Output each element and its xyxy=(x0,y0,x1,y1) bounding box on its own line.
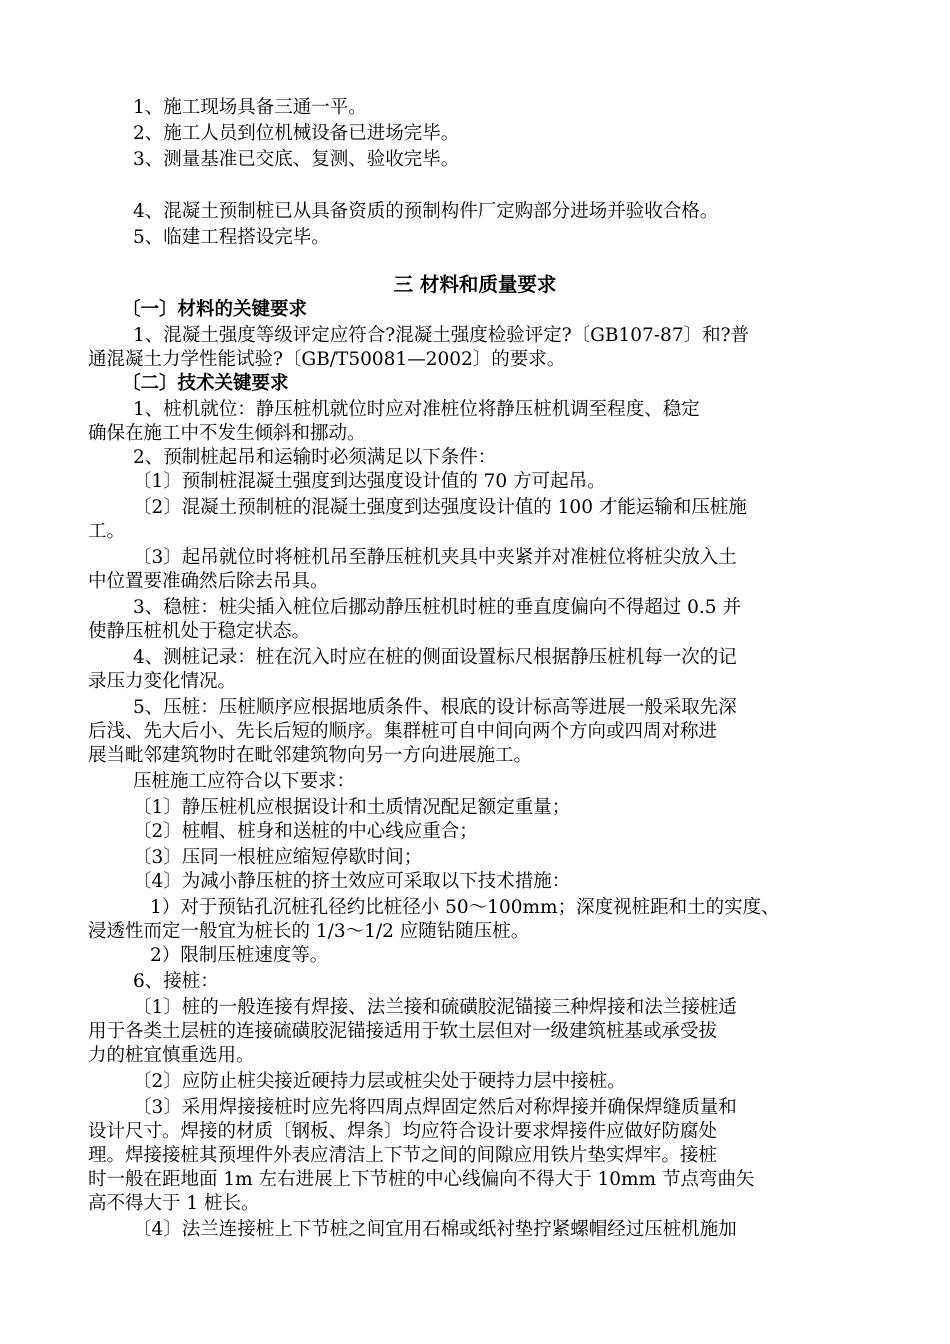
tech-text-line: 4、测桩记录：桩在沉入时应在桩的侧面设置标尺根据静压桩机每一次的记 xyxy=(133,647,737,668)
subsection-title-technical: 〔二〕技术关键要求 xyxy=(122,373,289,394)
tech-text-line: 后浅、先大后小、先长后短的顺序。集群桩可自中间向两个方向或四周对称进 xyxy=(88,721,718,742)
prep-item-3: 3、测量基准已交底、复测、验收完毕。 xyxy=(133,149,460,170)
tech-text-line: 〔1〕桩的一般连接有焊接、法兰接和硫磺胶泥锚接三种焊接和法兰接桩适 xyxy=(133,997,737,1018)
tech-text-line: 2、预制桩起吊和运输时必须满足以下条件： xyxy=(133,447,497,468)
tech-text-line: 浸透性而定一般宜为桩长的 1/3～1/2 应随钻随压桩。 xyxy=(88,921,530,942)
tech-text-line: 〔2〕应防止桩尖接近硬持力层或桩尖处于硬持力层中接桩。 xyxy=(133,1071,626,1092)
tech-text-line: 1）对于预钻孔沉桩孔径约比桩径小 50～100mm；深度视桩距和土的实度、 xyxy=(150,897,780,918)
section-title: 三 材料和质量要求 xyxy=(393,273,557,296)
prep-item-5: 5、临建工程搭设完毕。 xyxy=(133,227,330,248)
tech-text-line: 〔2〕混凝土预制桩的混凝土强度到达强度设计值的 100 才能运输和压桩施 xyxy=(133,497,747,518)
tech-text-line: 6、接桩： xyxy=(133,971,219,992)
tech-text-line: 〔3〕起吊就位时将桩机吊至静压桩机夹具中夹紧并对准桩位将桩尖放入土 xyxy=(133,547,737,568)
tech-text-line: 3、稳桩：桩尖插入桩位后挪动静压桩机时桩的垂直度偏向不得超过 0.5 并 xyxy=(133,597,741,618)
tech-text-line: 录压力变化情况。 xyxy=(88,671,237,692)
prep-item-2: 2、施工人员到位机械设备已进场完毕。 xyxy=(133,123,460,144)
tech-text-line: 〔1〕预制桩混凝土强度到达强度设计值的 70 方可起吊。 xyxy=(133,471,606,492)
tech-text-line: 使静压桩机处于稳定状态。 xyxy=(88,621,311,642)
tech-text-line: 1、桩机就位：静压桩机就位时应对准桩位将静压桩机调至程度、稳定 xyxy=(133,399,700,420)
tech-text-line: 用于各类土层桩的连接硫磺胶泥锚接适用于软土层但对一级建筑桩基或承受拔 xyxy=(88,1021,718,1042)
tech-text-line: 确保在施工中不发生倾斜和挪动。 xyxy=(88,423,366,444)
tech-text-line: 〔3〕采用焊接接桩时应先将四周点焊固定然后对称焊接并确保焊缝质量和 xyxy=(133,1097,737,1118)
prep-item-1: 1、施工现场具备三通一平。 xyxy=(133,97,367,118)
material-text-line: 1、混凝土强度等级评定应符合?混凝土强度检验评定?〔GB107-87〕和?普 xyxy=(133,325,750,346)
tech-text-line: 设计尺寸。焊接的材质〔钢板、焊条〕均应符合设计要求焊接件应做好防腐处 xyxy=(88,1121,718,1142)
tech-text-line: 力的桩宜慎重选用。 xyxy=(88,1045,255,1066)
tech-text-line: 压桩施工应符合以下要求： xyxy=(133,771,356,792)
tech-text-line: 中位置要准确然后除去吊具。 xyxy=(88,571,329,592)
tech-text-line: 〔1〕静压桩机应根据设计和土质情况配足额定重量； xyxy=(133,797,571,818)
tech-text-line: 〔2〕桩帽、桩身和送桩的中心线应重合； xyxy=(133,821,478,842)
tech-text-line: 工。 xyxy=(88,521,126,542)
tech-text-line: 高不得大于 1 桩长。 xyxy=(88,1193,260,1214)
tech-text-line: 5、压桩：压桩顺序应根据地质条件、根底的设计标高等进展一般采取先深 xyxy=(133,697,737,718)
subsection-title-materials: 〔一〕材料的关键要求 xyxy=(122,299,308,320)
tech-text-line: 2）限制压桩速度等。 xyxy=(150,945,329,966)
material-text-line: 通混凝土力学性能试验?〔GB/T50081—2002〕的要求。 xyxy=(88,349,566,370)
tech-text-line: 〔3〕压同一根桩应缩短停歇时间； xyxy=(133,847,423,868)
tech-text-line: 展当毗邻建筑物时在毗邻建筑物向另一方向进展施工。 xyxy=(88,745,533,766)
tech-text-line: 时一般在距地面 1m 左右进展上下节桩的中心线偏向不得大于 10mm 节点弯曲矢 xyxy=(88,1169,755,1190)
tech-text-line: 理。焊接接桩其预埋件外表应清洁上下节之间的间隙应用铁片垫实焊牢。接桩 xyxy=(88,1145,718,1166)
tech-text-line: 〔4〕为减小静压桩的挤土效应可采取以下技术措施： xyxy=(133,871,571,892)
tech-text-line: 〔4〕法兰连接桩上下节桩之间宜用石棉或纸衬垫拧紧螺帽经过压桩机施加 xyxy=(133,1219,737,1240)
prep-item-4: 4、混凝土预制桩已从具备资质的预制构件厂定购部分进场并验收合格。 xyxy=(133,201,719,222)
